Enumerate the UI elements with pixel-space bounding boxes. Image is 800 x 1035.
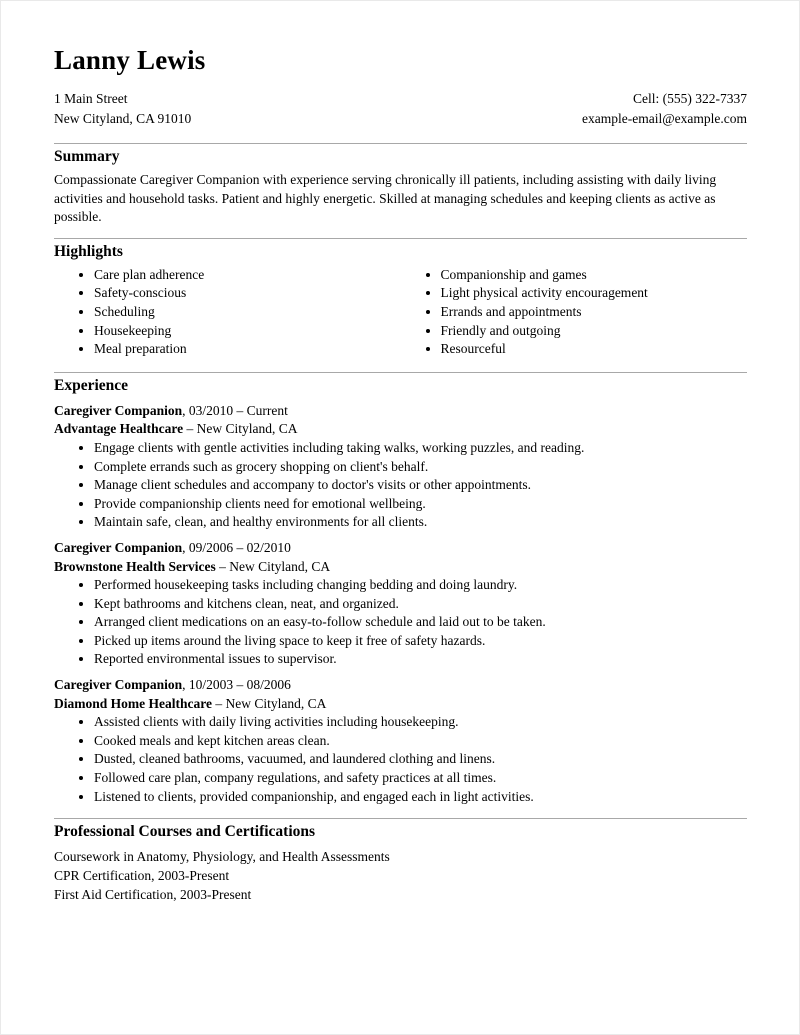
job-duty-item: • Reported environmental issues to supervisor. [94,650,747,669]
job-title: Caregiver Companion [54,402,183,418]
job-duty-item: • Manage client schedules and accompany to doctor's visits or other appointments. [94,476,747,495]
job-title: Caregiver Companion [54,539,183,555]
highlight-item: • Meal preparation [94,340,401,359]
job-duty-item: • Performed housekeeping tasks including changing bedding and doing laundry. [94,576,747,595]
highlight-item: • Scheduling [94,303,401,322]
job-title-line [54,539,747,558]
certification-item: CPR Certification, 2003-Present [54,868,230,884]
highlights-right-list [401,266,748,359]
job-company-line [54,695,747,714]
job-duty-item: • Assisted clients with daily living activities including housekeeping. [94,713,747,732]
job-duty-item: • Maintain safe, clean, and healthy environments for all clients. [94,513,747,532]
job-dates: , 09/2006 – 02/2010 [182,539,291,555]
candidate-name: Lanny Lewis [54,45,206,75]
email-address: example-email@example.com [582,111,747,126]
highlights-heading: Highlights [54,242,123,260]
job-title: Caregiver Companion [54,677,183,693]
highlight-item: • Errands and appointments [441,303,748,322]
highlight-item: • Housekeeping [94,322,401,341]
highlights-left-list [54,266,401,359]
job-duty-item: • Dusted, cleaned bathrooms, vacuumed, and laundered clothing and linens. [94,750,747,769]
certification-item: Coursework in Anatomy, Physiology, and Health Assessments [54,849,390,865]
summary-text: Compassionate Caregiver Companion with experience serving chronically ill patients, including assisting with daily living activities and household tasks. Patient and highly energetic. Skilled at managing schedules and keeping clients as active as possible. [54,172,717,225]
job-title-line [54,676,747,695]
job-duty-item: • Picked up items around the living space to keep it free of safety hazards. [94,632,747,651]
job-entry [54,676,747,806]
resume-header [54,45,747,129]
job-dates: , 10/2003 – 08/2006 [182,677,291,693]
job-duty-item: • Engage clients with gentle activities including taking walks, working puzzles, and reading. [94,439,747,458]
job-duty-item: • Cooked meals and kept kitchen areas clean. [94,732,747,751]
job-duties-list [54,576,747,669]
job-title-line [54,402,747,421]
job-company: Diamond Home Healthcare [54,695,212,711]
highlight-item: • Companionship and games [441,266,748,285]
highlight-item: • Care plan adherence [94,266,401,285]
phone-number: Cell: (555) 322-7337 [633,91,747,106]
job-duty-item: • Followed care plan, company regulations, and safety practices at all times. [94,769,747,788]
job-company: Brownstone Health Services [54,558,216,574]
certifications-section [54,818,747,904]
summary-heading: Summary [54,148,120,165]
experience-heading: Experience [54,376,129,394]
job-company-line [54,420,747,439]
highlights-section [54,238,747,359]
job-entry [54,539,747,669]
address-line-1: 1 Main Street [54,91,128,106]
certification-item: First Aid Certification, 2003-Present [54,887,252,903]
highlight-item: • Light physical activity encouragement [441,284,748,303]
job-duty-item: • Kept bathrooms and kitchens clean, neat, and organized. [94,595,747,614]
highlight-item: • Safety-conscious [94,284,401,303]
job-company: Advantage Healthcare [54,421,184,437]
job-company-line [54,558,747,577]
job-location: – New Cityland, CA [183,421,298,437]
contact-details [582,89,747,129]
highlight-item: • Friendly and outgoing [441,322,748,341]
job-location: – New Cityland, CA [211,695,327,711]
contact-address [54,89,191,129]
experience-section [54,372,747,818]
job-location: – New Cityland, CA [215,558,331,574]
job-duty-item: • Listened to clients, provided companionship, and engaged each in light activities. [94,788,747,807]
highlight-item: • Resourceful [441,340,748,359]
job-entry [54,402,747,532]
address-line-2: New Cityland, CA 91010 [54,111,192,126]
highlights-columns [54,266,747,359]
contact-info [54,89,747,129]
job-duty-item: • Provide companionship clients need for emotional wellbeing. [94,495,747,514]
job-duty-item: • Arranged client medications on an easy-to-follow schedule and laid out to be taken. [94,613,747,632]
certifications-heading: Professional Courses and Certifications [54,823,316,841]
job-dates: , 03/2010 – Current [182,402,288,418]
job-duties-list [54,439,747,532]
summary-section [54,143,747,227]
job-duties-list [54,713,747,806]
job-duty-item: • Complete errands such as grocery shopping on client's behalf. [94,458,747,477]
